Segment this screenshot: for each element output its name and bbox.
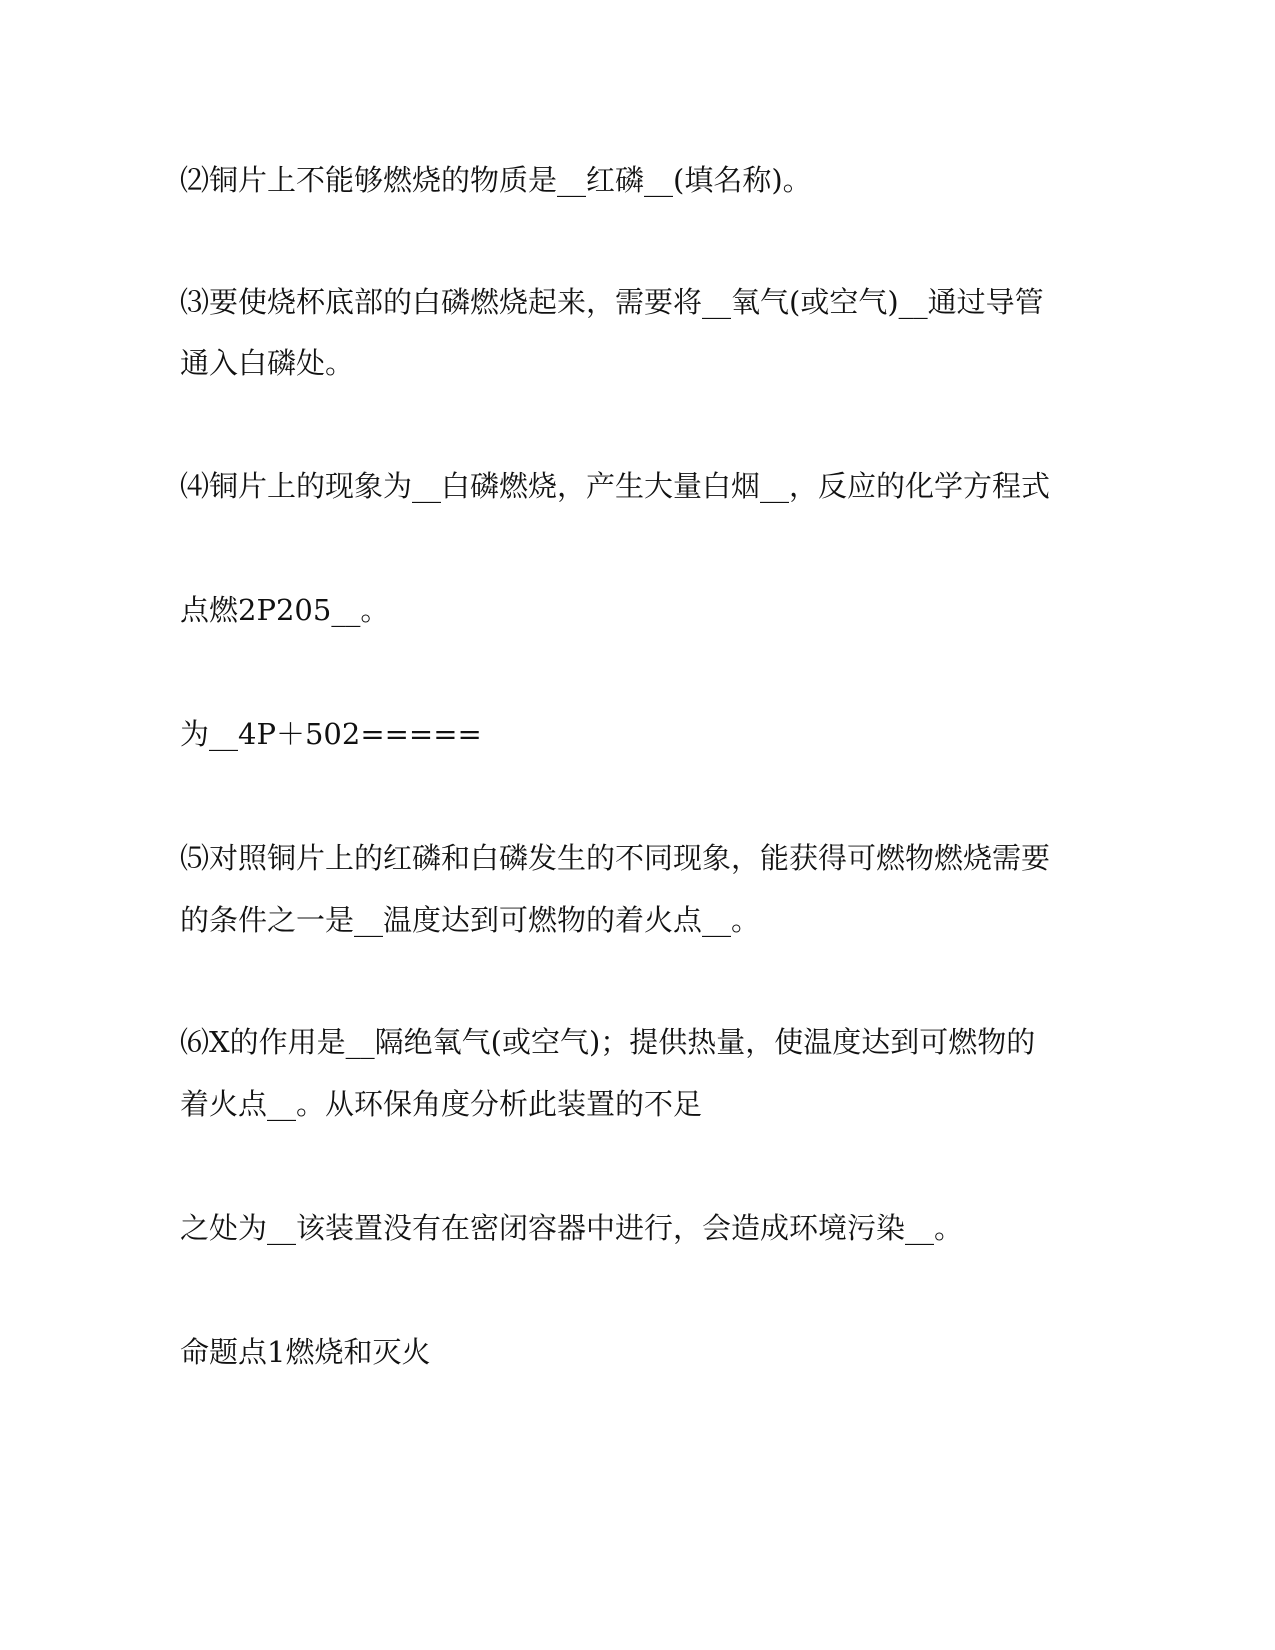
- paragraph-line: ⑷铜片上的现象为__白磷燃烧，产生大量白烟__，反应的化学方程式: [180, 469, 1051, 503]
- paragraph-line: 的条件之一是__温度达到可燃物的着火点__。: [180, 903, 761, 937]
- paragraph-line: 着火点__。从环保角度分析此装置的不足: [180, 1087, 703, 1121]
- paragraph-line: 之处为__该装置没有在密闭容器中进行，会造成环境污染__。: [180, 1211, 964, 1245]
- paragraph-line: 点燃2P205__。: [180, 593, 390, 627]
- paragraph-line: ⑹X的作用是__隔绝氧气(或空气)；提供热量，使温度达到可燃物的: [180, 1025, 1036, 1059]
- paragraph-line: ⑵铜片上不能够燃烧的物质是__红磷__(填名称)。: [180, 163, 812, 197]
- paragraph-line: ⑸对照铜片上的红磷和白磷发生的不同现象，能获得可燃物燃烧需要: [180, 841, 1051, 875]
- paragraph-line: 为__4P＋502=====: [180, 717, 482, 751]
- paragraph-line: ⑶要使烧杯底部的白磷燃烧起来，需要将__氧气(或空气)__通过导管: [180, 285, 1044, 319]
- paragraph-line: 通入白磷处。: [180, 346, 355, 380]
- section-heading: 命题点1燃烧和灭火: [180, 1335, 431, 1369]
